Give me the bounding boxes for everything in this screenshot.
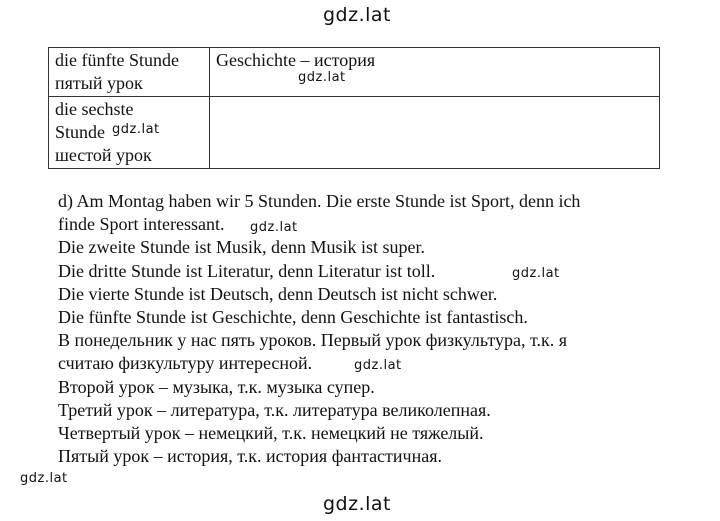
table-row [49,48,660,97]
answer-text [58,190,678,468]
text-line: finde Sport interessant. [58,214,225,235]
text-line: Второй урок – музыка, т.к. музыка супер. [58,376,375,397]
text-line: Die zweite Stunde ist Musik, denn Musik ist super. [58,237,425,258]
text-line: Четвертый урок – немецкий, т.к. немецкий не тяжелый. [58,423,484,444]
watermark-small: gdz.lat [250,220,298,235]
watermark-small: gdz.lat [512,266,560,281]
text-line: Die vierte Stunde ist Deutsch, denn Deutsch ist nicht schwer. [58,283,498,304]
watermark-small: gdz.lat [112,122,160,137]
table-cell-subject [210,48,660,97]
watermark-small: gdz.lat [20,471,68,486]
watermark-small: gdz.lat [298,70,346,85]
table-cell-subject [210,97,660,169]
watermark-top: gdz.lat [323,4,392,26]
cell-line: die sechste [55,99,134,119]
schedule-table [48,47,660,169]
text-line: Die dritte Stunde ist Literatur, denn Literatur ist toll. [58,260,436,281]
cell-line: шестой урок [55,145,152,165]
watermark-bottom: gdz.lat [323,493,392,515]
text-line: считаю физкультуру интересной. [58,353,313,374]
table-cell-subject-label [49,48,210,97]
text-line: Третий урок – литература, т.к. литература великолепная. [58,399,491,420]
cell-line: die fünfte Stunde [55,50,179,70]
watermark-small: gdz.lat [354,358,402,373]
cell-line: Stunde [55,122,106,142]
text-line: Die fünfte Stunde ist Geschichte, denn Geschichte ist fantastisch. [58,307,528,328]
text-line: В понедельник у нас пять уроков. Первый урок физкультура, т.к. я [58,330,568,351]
cell-line: пятый урок [55,73,143,93]
text-line: d) Am Montag haben wir 5 Stunden. Die erste Stunde ist Sport, denn ich [58,191,581,211]
text-line: Пятый урок – история, т.к. история фантастичная. [58,446,443,467]
cell-line: Geschichte – история [216,50,376,70]
